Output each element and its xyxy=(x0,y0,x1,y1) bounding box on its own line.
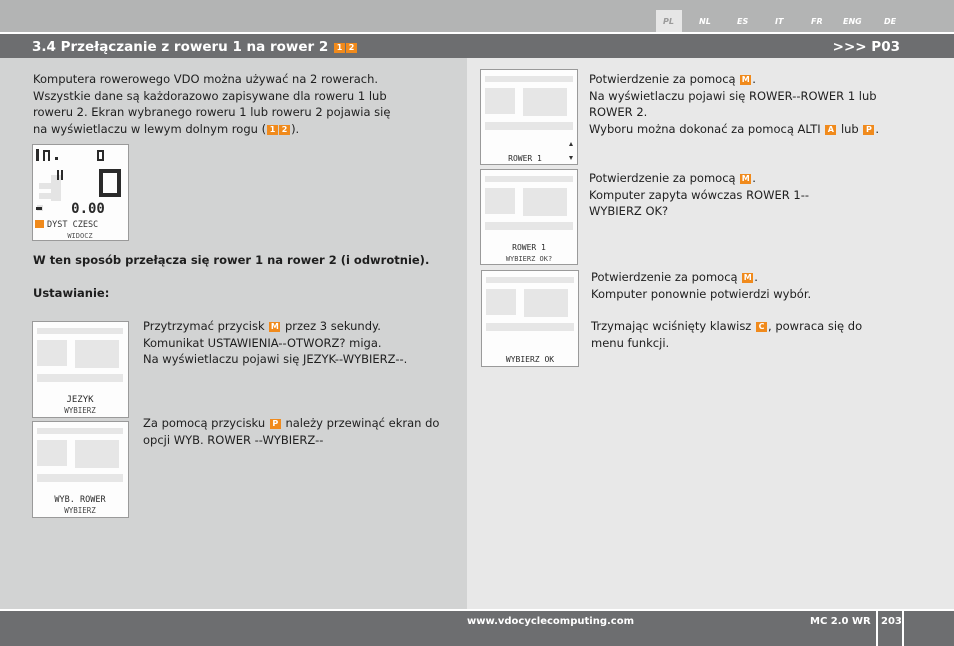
display-language-menu xyxy=(32,321,129,418)
lang-tab-pl[interactable]: PL xyxy=(663,17,674,26)
p-button-icon: P xyxy=(270,419,281,429)
display-bike-choice xyxy=(480,69,578,165)
intro-line: roweru 2. Ekran wybranego roweru 1 lub roweru 2 pojawia się xyxy=(33,105,391,119)
switch-note: W ten sposób przełącza się rower 1 na rower 2 (i odwrotnie). xyxy=(33,253,430,267)
m-button-icon: M xyxy=(741,75,750,84)
lang-tab-de[interactable]: DE xyxy=(884,17,897,26)
display-confirmed xyxy=(481,270,579,367)
display-small-value: 0.00 xyxy=(71,201,105,217)
lang-tab-nl[interactable]: NL xyxy=(699,17,711,26)
language-bar xyxy=(0,0,954,32)
display-line-2: WYBIERZ OK? xyxy=(505,255,553,263)
model-name: MC 2.0 WR xyxy=(810,616,871,627)
bike-1-icon xyxy=(35,220,44,228)
display-confirm-query xyxy=(480,169,578,265)
display-line-2: WYBIERZ xyxy=(64,506,96,515)
bike-1-icon: 1 xyxy=(334,43,345,53)
section-title-text: 3.4 Przełączanie z roweru 1 na rower 2 xyxy=(32,39,329,55)
step-2-text: Za pomocą przycisku P należy przewinąć ekran do opcji WYB. ROWER --WYBIERZ-- xyxy=(143,416,440,447)
a-button-icon: A xyxy=(825,125,836,135)
display-line-2: WYBIERZ xyxy=(64,406,96,415)
website-link[interactable]: www.vdocyclecomputing.com xyxy=(467,616,635,627)
p-button-icon: P xyxy=(863,125,874,135)
m-button-icon: M xyxy=(743,273,752,282)
page-number-box xyxy=(876,611,904,646)
lang-tab-it[interactable]: IT xyxy=(775,17,784,26)
step-5-text: Potwierdzenie za pomocą M . Komputer ponownie potwierdzi wybór. Trzymając wciśnięty klawisz C , powraca się do menu funkcji. xyxy=(591,270,863,350)
c-button-icon: C xyxy=(756,322,767,332)
intro-line: Komputera rowerowego VDO można używać na 2 rowerach. xyxy=(33,72,379,86)
section-title-bar xyxy=(0,33,954,58)
bike-2-icon: 2 xyxy=(346,43,357,53)
section-title xyxy=(32,39,358,55)
display-bike-indicator xyxy=(32,144,129,241)
bike-1-icon: 1 xyxy=(267,125,278,135)
lang-tab-es[interactable]: ES xyxy=(737,17,749,26)
lang-tab-eng[interactable]: ENG xyxy=(843,17,862,26)
m-button-icon: M xyxy=(741,174,750,183)
intro-paragraph xyxy=(33,71,453,137)
display-line-1: JEZYK xyxy=(66,395,94,405)
page-number: 203 xyxy=(881,616,902,627)
display-line-1: ROWER 1 xyxy=(508,154,542,163)
page-footer xyxy=(0,610,954,646)
display-line-1: DYST CZESC xyxy=(47,220,99,230)
up-down-arrows-icon xyxy=(569,142,573,160)
display-line-1: WYB. ROWER xyxy=(54,495,106,505)
setup-heading: Ustawianie: xyxy=(33,286,110,300)
step-3-text: Potwierdzenie za pomocą M . Na wyświetlaczu pojawi się ROWER--ROWER 1 lub ROWER 2. Wyboru można dokonać za pomocą ALTI A lub P . xyxy=(589,72,880,136)
display-line-1: WYBIERZ OK xyxy=(505,355,555,364)
lang-tab-fr[interactable]: FR xyxy=(811,17,823,26)
display-bike-select-menu xyxy=(32,421,129,518)
intro-line: Wszystkie dane są każdorazowo zapisywane dla roweru 1 lub xyxy=(33,88,387,103)
intro-line: na wyświetlaczu w lewym dolnym rogu ( 1 2 ). xyxy=(33,121,300,136)
display-line-2: WIDOCZ xyxy=(67,232,93,240)
step-1-text: Przytrzymać przycisk M przez 3 sekundy. Komunikat USTAWIENIA--OTWORZ? miga. Na wyświetlaczu pojawi się JEZYK--WYBIERZ--. xyxy=(143,319,408,366)
display-line-1: ROWER 1 xyxy=(512,243,546,252)
m-button-icon: M xyxy=(270,322,279,331)
step-4-text: Potwierdzenie za pomocą M . Komputer zapyta wówczas ROWER 1-- WYBIERZ OK? xyxy=(589,171,810,218)
page-reference-link[interactable]: >>> P03 xyxy=(832,39,900,55)
bike-2-icon: 2 xyxy=(279,125,290,135)
